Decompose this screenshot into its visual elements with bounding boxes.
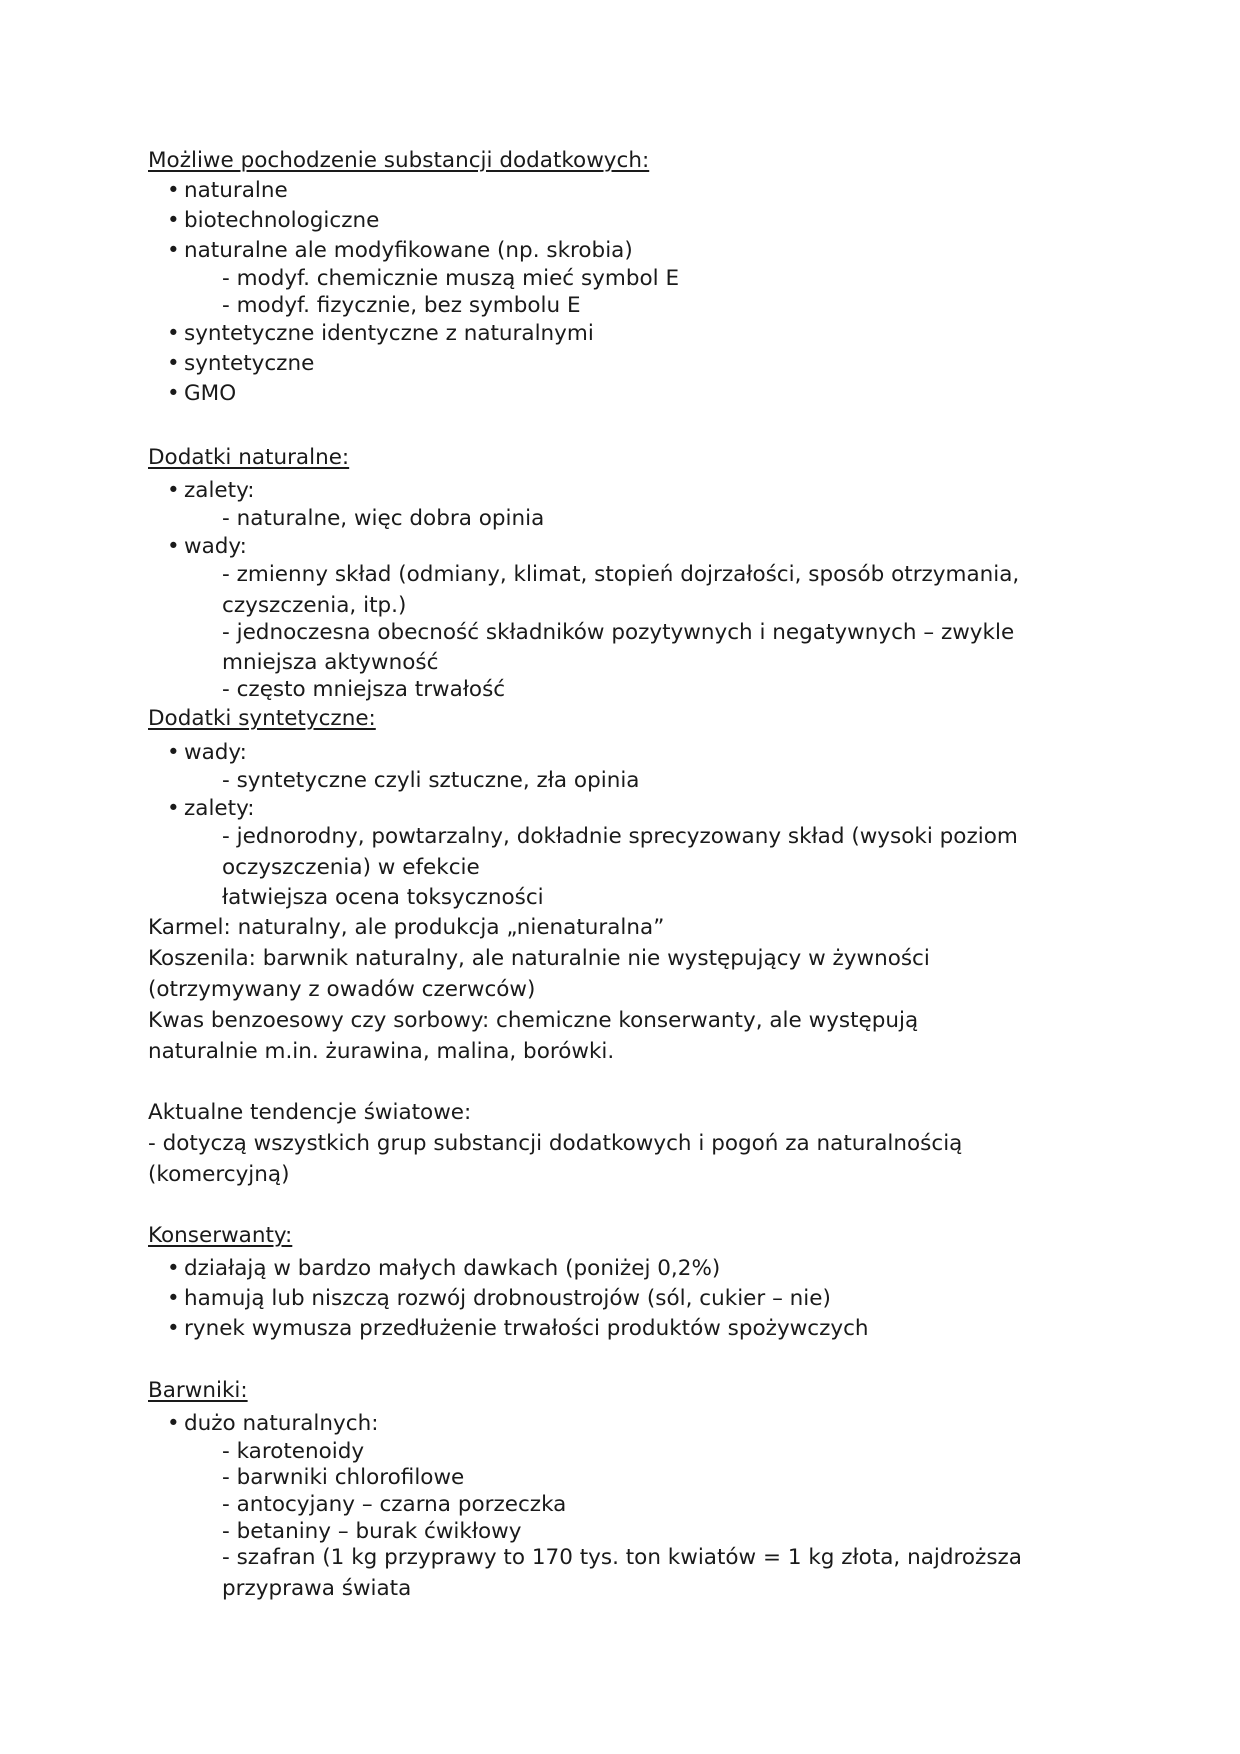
list-item: • wady: (184, 742, 247, 764)
list-item: • naturalne (184, 180, 288, 202)
heading-natural-additives: Dodatki naturalne: (148, 445, 350, 470)
sub-item: - betaniny – burak ćwikłowy (222, 1519, 522, 1544)
paragraph-kwas: Kwas benzoesowy czy sorbowy: chemiczne konserwanty, ale występują (148, 1008, 919, 1033)
sub-item: - naturalne, więc dobra opinia (222, 506, 545, 531)
sub-item-continued: oczyszczenia) w efekcie (222, 855, 480, 880)
list-item: • dużo naturalnych: (184, 1413, 378, 1435)
list-item: • zalety: (184, 798, 255, 820)
heading-trends: Aktualne tendencje światowe: (148, 1100, 472, 1125)
paragraph-trends: - dotyczą wszystkich grup substancji dodatkowych i pogoń za naturalnością (148, 1131, 963, 1156)
sub-item: - modyf. chemicznie muszą mieć symbol E (222, 266, 680, 291)
list-item: • wady: (184, 536, 247, 558)
paragraph-trends-cont: (komercyjną) (148, 1162, 290, 1187)
list-item: • działają w bardzo małych dawkach (poniżej 0,2%) (184, 1258, 720, 1280)
list-item: • hamują lub niszczą rozwój drobnoustrojów (sól, cukier – nie) (184, 1288, 831, 1310)
sub-item: - jednoczesna obecność składników pozytywnych i negatywnych – zwykle (222, 620, 1015, 645)
list-item: • naturalne ale modyfikowane (np. skrobia) (184, 240, 633, 262)
sub-item: - karotenoidy (222, 1439, 365, 1464)
list-item: • rynek wymusza przedłużenie trwałości produktów spożywczych (184, 1318, 869, 1340)
sub-item-continued: łatwiejsza ocena toksyczności (222, 885, 544, 910)
sub-item: - szafran (1 kg przyprawy to 170 tys. ton kwiatów = 1 kg złota, najdroższa (222, 1545, 1022, 1570)
sub-item-continued: przyprawa świata (222, 1576, 412, 1601)
paragraph-koszenila-cont: (otrzymywany z owadów czerwców) (148, 977, 536, 1002)
list-item: • GMO (184, 383, 236, 405)
sub-item: - modyf. fizycznie, bez symbolu E (222, 293, 581, 318)
paragraph-koszenila: Koszenila: barwnik naturalny, ale naturalnie nie występujący w żywności (148, 946, 930, 971)
heading-colorants: Barwniki: (148, 1378, 248, 1403)
paragraph-karmel: Karmel: naturalny, ale produkcja „nienaturalna” (148, 915, 665, 940)
list-item: • biotechnologiczne (184, 210, 379, 232)
sub-item: - barwniki chlorofilowe (222, 1465, 465, 1490)
sub-item-continued: mniejsza aktywność (222, 650, 439, 675)
sub-item: - antocyjany – czarna porzeczka (222, 1492, 567, 1517)
paragraph-kwas-cont: naturalnie m.in. żurawina, malina, borówki. (148, 1039, 615, 1064)
sub-item: - często mniejsza trwałość (222, 677, 506, 702)
heading-origin: Możliwe pochodzenie substancji dodatkowych: (148, 148, 650, 173)
sub-item: - syntetyczne czyli sztuczne, zła opinia (222, 768, 640, 793)
sub-item: - jednorodny, powtarzalny, dokładnie sprecyzowany skład (wysoki poziom (222, 824, 1018, 849)
heading-preservatives: Konserwanty: (148, 1223, 293, 1248)
heading-synthetic-additives: Dodatki syntetyczne: (148, 706, 376, 731)
list-item: • syntetyczne (184, 353, 314, 375)
list-item: • syntetyczne identyczne z naturalnymi (184, 323, 594, 345)
list-item: • zalety: (184, 480, 255, 502)
sub-item-continued: czyszczenia, itp.) (222, 593, 407, 618)
sub-item: - zmienny skład (odmiany, klimat, stopień dojrzałości, sposób otrzymania, (222, 562, 1020, 587)
